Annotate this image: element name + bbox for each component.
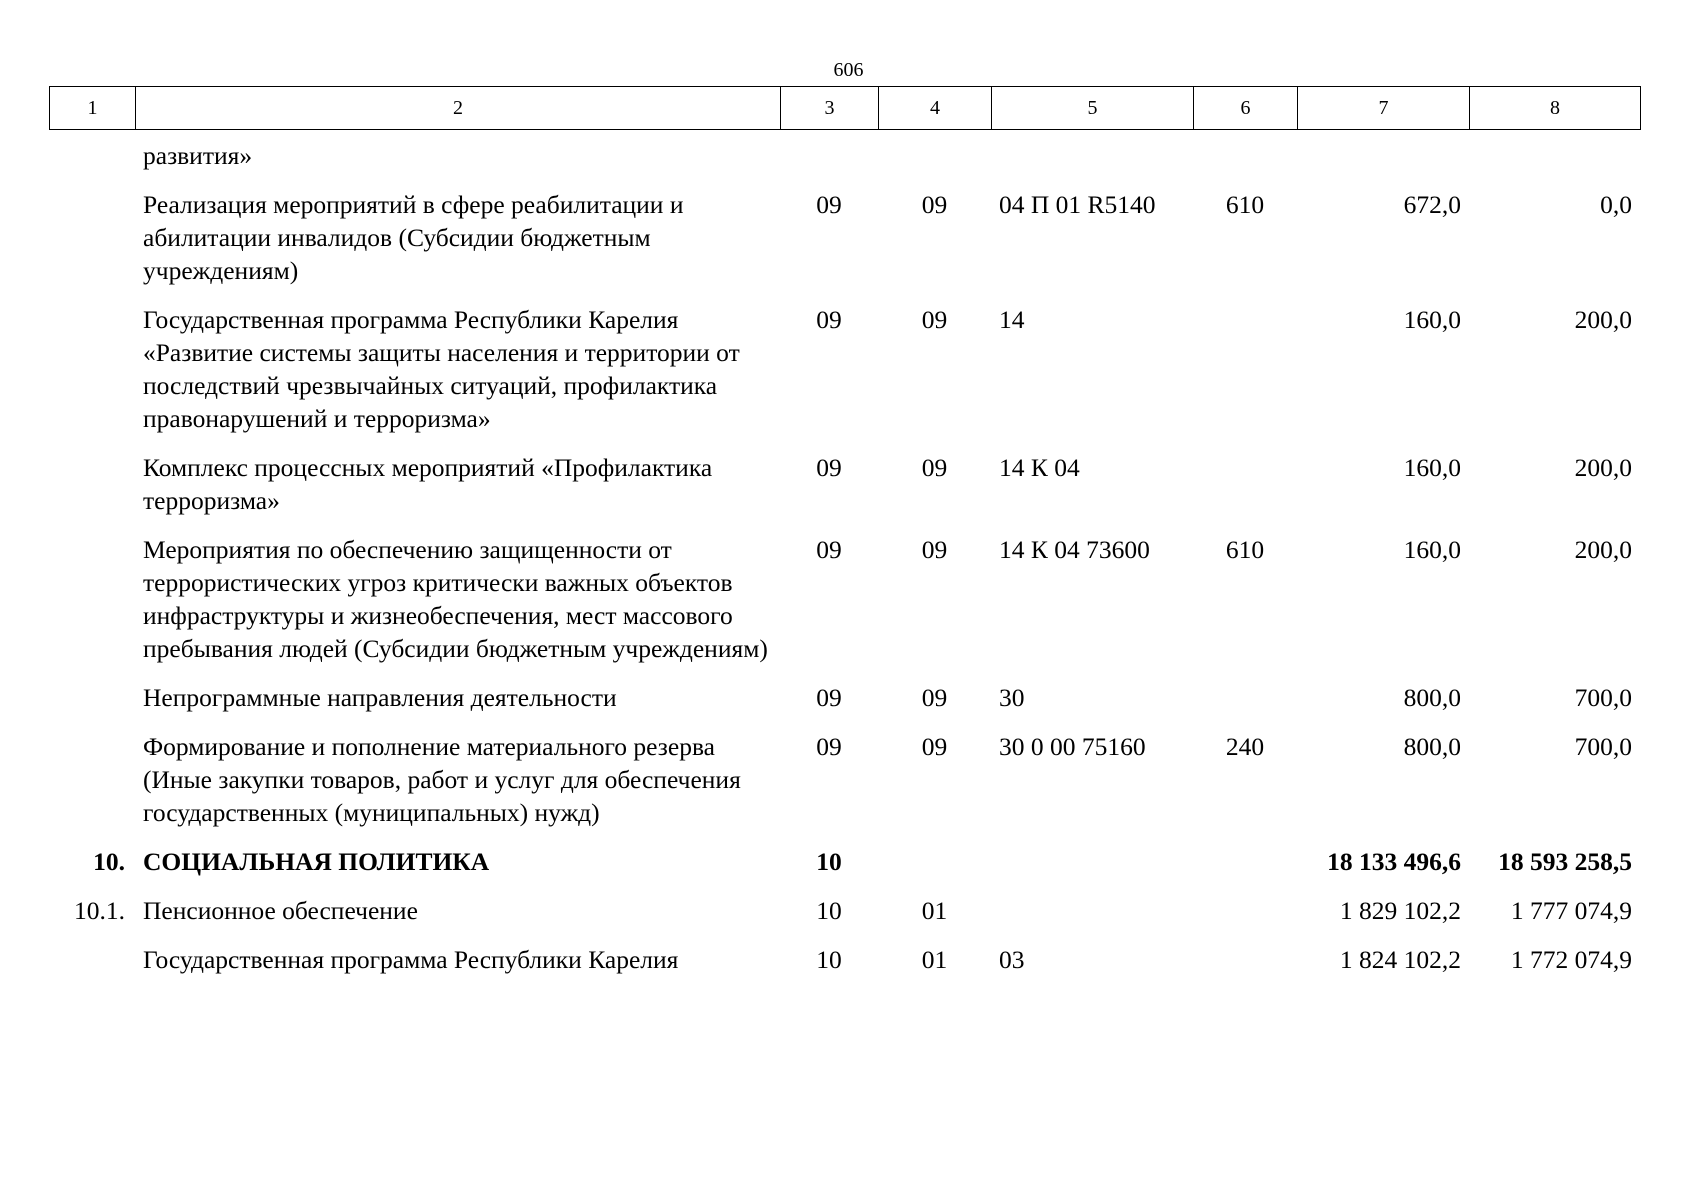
column-header-7: 7: [1298, 87, 1470, 130]
section-code-cell: 10: [816, 847, 842, 876]
target-article-cell: [991, 139, 1193, 188]
amount-col8-cell: 200,0: [1574, 535, 1632, 564]
amount-col8-cell: 700,0: [1574, 683, 1632, 712]
target-article-cell: 14 К 04: [999, 453, 1080, 482]
table-row: [49, 139, 1640, 188]
row-number-cell: [49, 303, 135, 451]
subsection-code-cell: [878, 845, 991, 894]
expense-type-cell: 240: [1225, 732, 1265, 761]
target-article-cell: [991, 894, 1193, 943]
target-article-cell: 03: [999, 945, 1025, 974]
section-code-cell: 09: [816, 305, 842, 334]
row-number-cell: 10.: [93, 847, 125, 876]
table-row: [49, 681, 1640, 730]
column-header-2: 2: [136, 87, 781, 130]
subsection-code-cell: 09: [921, 453, 948, 482]
row-name-cell: Реализация мероприятий в сфере реабилитации и абилитации инвалидов (Субсидии бюджетным учреждениям): [143, 190, 684, 285]
subsection-code-cell: 09: [921, 732, 948, 761]
table-row: [49, 894, 1640, 943]
subsection-code-cell: 01: [921, 945, 948, 974]
row-name-cell: Государственная программа Республики Карелия: [143, 945, 679, 974]
amount-col7-cell: 160,0: [1403, 535, 1461, 564]
table-row: [49, 451, 1640, 533]
row-number-cell: 10.1.: [74, 896, 125, 925]
expense-type-cell: [1193, 845, 1297, 894]
amount-col7-cell: 160,0: [1403, 305, 1461, 334]
amount-col8-cell: 18 593 258,5: [1498, 847, 1632, 876]
row-name-cell: Формирование и пополнение материального резерва (Иные закупки товаров, работ и услуг для обеспечения государственных (муниципальных) нужд): [143, 732, 741, 827]
amount-col7-cell: 18 133 496,6: [1327, 847, 1461, 876]
column-header-8: 8: [1470, 87, 1641, 130]
column-header-table: [49, 86, 1641, 130]
target-article-cell: 14 К 04 73600: [999, 535, 1150, 564]
amount-col8-cell: 200,0: [1574, 453, 1632, 482]
row-name-cell: Пенсионное обеспечение: [143, 896, 418, 925]
subsection-code-cell: 01: [921, 896, 948, 925]
section-code-cell: 10: [816, 896, 842, 925]
amount-col7-cell: 160,0: [1403, 453, 1461, 482]
section-code-cell: 09: [816, 453, 842, 482]
table-row: [49, 188, 1640, 303]
expense-type-cell: [1193, 681, 1297, 730]
amount-col8-cell: 1 777 074,9: [1510, 896, 1632, 925]
subsection-code-cell: 09: [921, 535, 948, 564]
amount-col7-cell: [1297, 139, 1469, 188]
target-article-cell: 30: [999, 683, 1025, 712]
expense-type-cell: [1193, 894, 1297, 943]
column-header-1: 1: [50, 87, 136, 130]
row-name-cell: Непрограммные направления деятельности: [143, 683, 617, 712]
table-row: [49, 845, 1640, 894]
amount-col8-cell: 700,0: [1574, 732, 1632, 761]
row-name-cell: Государственная программа Республики Карелия «Развитие системы защиты населения и территории от последствий чрезвычайных ситуаций, профилактика правонарушений и терроризма»: [143, 305, 740, 433]
section-code-cell: 10: [816, 945, 842, 974]
row-number-cell: [49, 188, 135, 303]
row-name-cell: Комплекс процессных мероприятий «Профилактика терроризма»: [143, 453, 713, 515]
amount-col7-cell: 800,0: [1403, 683, 1461, 712]
row-number-cell: [49, 730, 135, 845]
section-code-cell: 09: [816, 190, 842, 219]
expense-type-cell: [1193, 139, 1297, 188]
column-header-5: 5: [992, 87, 1194, 130]
expense-type-cell: [1193, 943, 1297, 992]
section-code-cell: [780, 139, 878, 188]
row-name-cell: Мероприятия по обеспечению защищенности от террористических угроз критически важных объектов инфраструктуры и жизнеобеспечения, мест массового пребывания людей (Субсидии бюджетным учреждениям): [143, 535, 768, 663]
column-header-4: 4: [879, 87, 992, 130]
column-header-3: 3: [781, 87, 879, 130]
expense-type-cell: [1193, 303, 1297, 451]
section-code-cell: 09: [816, 535, 842, 564]
subsection-code-cell: 09: [921, 190, 948, 219]
target-article-cell: 30 0 00 75160: [999, 732, 1146, 761]
row-name-cell: СОЦИАЛЬНАЯ ПОЛИТИКА: [143, 847, 490, 876]
target-article-cell: 14: [999, 305, 1025, 334]
subsection-code-cell: 09: [921, 305, 948, 334]
amount-col8-cell: [1469, 139, 1640, 188]
section-code-cell: 09: [816, 732, 842, 761]
table-row: [49, 533, 1640, 681]
amount-col8-cell: 1 772 074,9: [1510, 945, 1632, 974]
row-number-cell: [49, 451, 135, 533]
table-row: [49, 730, 1640, 845]
amount-col7-cell: 800,0: [1403, 732, 1461, 761]
amount-col7-cell: 672,0: [1403, 190, 1461, 219]
row-number-cell: [49, 139, 135, 188]
subsection-code-cell: [878, 139, 991, 188]
row-number-cell: [49, 681, 135, 730]
target-article-cell: 04 П 01 R5140: [999, 190, 1156, 219]
table-row: [49, 943, 1640, 992]
column-header-row: [50, 87, 1641, 130]
expense-type-cell: 610: [1225, 535, 1265, 564]
page-number: 606: [833, 59, 864, 81]
row-number-cell: [49, 943, 135, 992]
target-article-cell: [991, 845, 1193, 894]
budget-table: [49, 139, 1640, 992]
subsection-code-cell: 09: [921, 683, 948, 712]
amount-col8-cell: 200,0: [1574, 305, 1632, 334]
row-name-cell: развития»: [143, 141, 253, 170]
section-code-cell: 09: [816, 683, 842, 712]
column-header-6: 6: [1194, 87, 1298, 130]
expense-type-cell: 610: [1225, 190, 1265, 219]
table-row: [49, 303, 1640, 451]
amount-col8-cell: 0,0: [1600, 190, 1632, 219]
amount-col7-cell: 1 824 102,2: [1339, 945, 1461, 974]
row-number-cell: [49, 533, 135, 681]
expense-type-cell: [1193, 451, 1297, 533]
amount-col7-cell: 1 829 102,2: [1339, 896, 1461, 925]
